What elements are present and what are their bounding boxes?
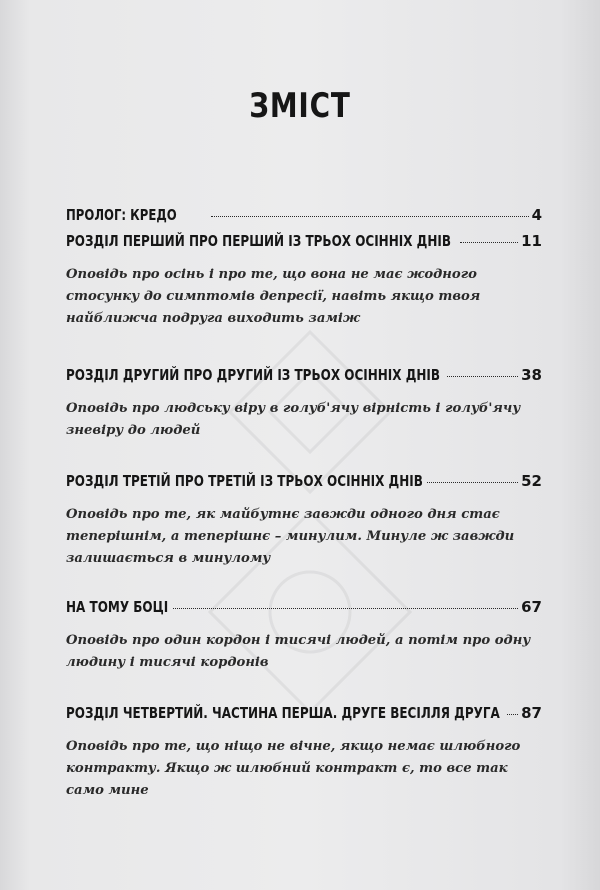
toc-entry-description: Оповідь про людську віру в голуб'ячу вірність і голуб'ячу зневіру до людей bbox=[66, 401, 521, 438]
toc-entry-heading: РОЗДІЛ ЧЕТВЕРТИЙ. ЧАСТИНА ПЕРША. ДРУГЕ ВЕСІЛЛЯ ДРУГА bbox=[66, 704, 500, 722]
toc-entry-prologue[interactable] bbox=[66, 206, 542, 228]
toc-entry-chapter-2[interactable] bbox=[66, 366, 542, 442]
toc-entry-description: Оповідь про те, що ніщо не вічне, якщо немає шлюбного контракту. Якщо ж шлюбний контракт є, то все так само мине bbox=[66, 739, 521, 798]
toc-entry-chapter-4[interactable] bbox=[66, 704, 542, 802]
toc-entry-description: Оповідь про те, як майбутнє завжди одного дня стає теперішнім, а теперішнє – минулим. Минуле ж завжди залишається в минулому bbox=[66, 507, 515, 566]
toc-entry-heading: НА ТОМУ БОЦІ bbox=[66, 598, 169, 616]
toc-entry-heading: ПРОЛОГ: КРЕДО bbox=[66, 206, 177, 224]
dot-leader bbox=[427, 482, 518, 483]
toc-entry-heading: РОЗДІЛ ДРУГИЙ ПРО ДРУГИЙ ІЗ ТРЬОХ ОСІННІХ ДНІВ bbox=[66, 366, 441, 384]
dot-leader bbox=[507, 714, 518, 715]
toc-title: ЗМІСТ bbox=[249, 86, 351, 126]
toc-entry-page: 11 bbox=[521, 232, 542, 250]
toc-entry-page: 87 bbox=[521, 704, 542, 722]
dot-leader bbox=[447, 376, 519, 377]
toc-entry-heading: РОЗДІЛ ТРЕТІЙ ПРО ТРЕТІЙ ІЗ ТРЬОХ ОСІННІХ ДНІВ bbox=[66, 472, 423, 490]
toc-entry-page: 38 bbox=[521, 366, 542, 384]
toc-entry-chapter-1[interactable] bbox=[66, 232, 542, 330]
dot-leader bbox=[173, 608, 518, 609]
toc-entry-other-side[interactable] bbox=[66, 598, 542, 674]
toc-entry-page: 4 bbox=[531, 206, 542, 224]
toc-entry-page: 52 bbox=[521, 472, 542, 490]
dot-leader bbox=[211, 216, 529, 217]
toc-entry-page: 67 bbox=[521, 598, 542, 616]
toc-entry-description: Оповідь про осінь і про те, що вона не має жодного стосунку до симптомів депресії, навіть якщо твоя найближча подруга виходить заміж bbox=[66, 267, 481, 326]
toc-entry-heading: РОЗДІЛ ПЕРШИЙ ПРО ПЕРШИЙ ІЗ ТРЬОХ ОСІННІХ ДНІВ bbox=[66, 232, 452, 250]
dot-leader bbox=[460, 242, 518, 243]
toc-entry-description: Оповідь про один кордон і тисячі людей, а потім про одну людину і тисячі кордонів bbox=[66, 633, 531, 670]
toc-entry-chapter-3[interactable] bbox=[66, 472, 542, 570]
